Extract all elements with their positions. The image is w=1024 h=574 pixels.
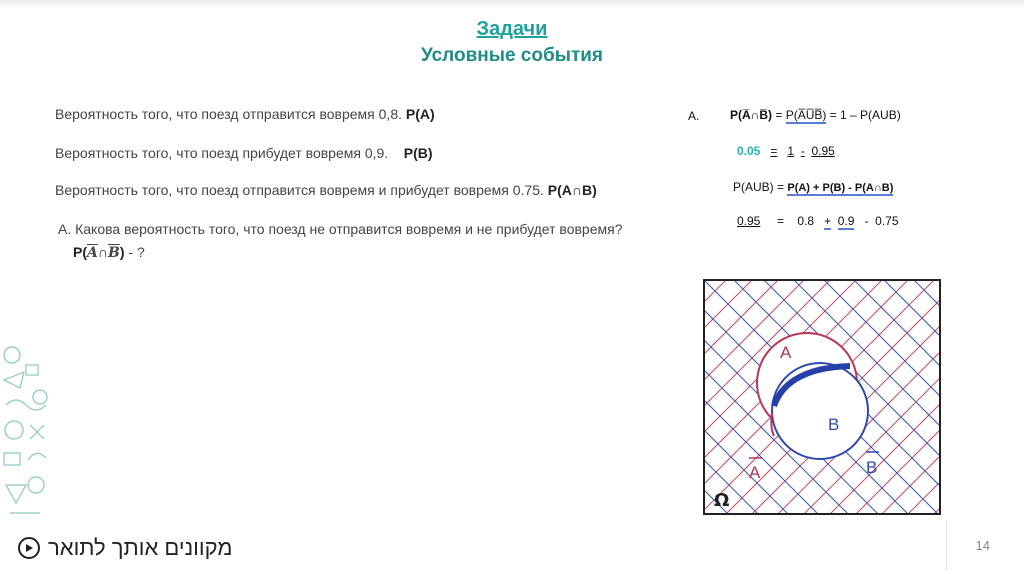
- sol-union-formula: P(A) + P(B) - P(A∩B): [787, 182, 894, 194]
- sol-mid: P(A̅U̅B̅): [785, 108, 827, 122]
- sol-eq1: =: [772, 108, 786, 122]
- statement-3: [55, 182, 597, 198]
- statement-1-label: P(A): [405, 106, 435, 122]
- label-omega: Ω: [714, 490, 730, 511]
- statement-3-text: Вероятность того, что поезд отправится вовремя и прибудет вовремя 0.75.: [55, 182, 544, 198]
- blue-hatch-line: [912, 278, 942, 518]
- page-number: 14: [975, 538, 990, 553]
- decorative-doodles: [0, 335, 58, 525]
- formula-not-b: $\overline{B}$: [108, 245, 120, 261]
- solution-label: A.: [688, 109, 700, 123]
- formula-not-a: $\overline{A}$: [87, 245, 98, 261]
- sol-one: 1: [787, 144, 795, 158]
- sol-l4-minus: -: [864, 214, 869, 228]
- solution-line-3: [733, 180, 893, 194]
- formula-tail: - ?: [124, 244, 145, 260]
- label-not-b: B: [866, 458, 878, 477]
- sol-l4-a: 0.8: [797, 214, 815, 228]
- page-subtitle: Условные события: [420, 45, 604, 66]
- statement-3-label: P(A∩B): [547, 182, 597, 198]
- red-hatch-line: [702, 278, 754, 518]
- sol-l4-b: 0.9: [837, 214, 855, 228]
- sol-minus: -: [800, 144, 805, 158]
- label-a: A: [780, 343, 792, 362]
- sol-eq2: = 1 – P(AUB): [826, 108, 901, 122]
- logo-text: מקוונים אותך לתואר: [48, 535, 233, 560]
- question-formula: [73, 244, 145, 261]
- label-not-a: A: [749, 463, 761, 482]
- statement-2-text: Вероятность того, что поезд прибудет вовремя 0,9.: [55, 145, 389, 161]
- page-title: Задачи: [476, 18, 548, 40]
- formula-p: P(: [73, 244, 87, 260]
- sol-val2: 0.95: [811, 144, 835, 158]
- sol-result: 0.05: [737, 144, 761, 158]
- sol-l4-c: 0.75: [875, 214, 899, 228]
- venn-diagram: [702, 278, 942, 518]
- top-shadow: [0, 0, 1024, 8]
- footer-logo[interactable]: [18, 534, 232, 562]
- sol-l4-eq: =: [777, 214, 785, 228]
- footer-divider: [946, 520, 947, 570]
- statement-2: [55, 145, 433, 161]
- circle-b: [772, 363, 868, 459]
- solution-line-1: [730, 108, 901, 122]
- play-icon: [18, 537, 40, 559]
- sol-lhs: P(A̅∩B̅): [730, 108, 772, 122]
- solution-line-4: [737, 214, 899, 228]
- statement-1-text: Вероятность того, что поезд отправится вовремя 0,8.: [55, 106, 402, 122]
- statement-2-label: P(B): [403, 145, 433, 161]
- sol-eq: =: [770, 144, 778, 158]
- statement-1: [55, 106, 435, 122]
- solution-line-2: [737, 144, 835, 158]
- question-text: А. Какова вероятность того, что поезд не отправится вовремя и не прибудет вовремя?: [58, 221, 623, 237]
- formula-close: ): [119, 244, 125, 260]
- sol-l4-plus: +: [824, 214, 832, 228]
- label-b: B: [828, 415, 840, 434]
- formula-cap: ∩: [97, 244, 108, 260]
- sol-l4-val: 0.95: [737, 214, 761, 228]
- sol-union: P(AUB) =: [733, 180, 785, 194]
